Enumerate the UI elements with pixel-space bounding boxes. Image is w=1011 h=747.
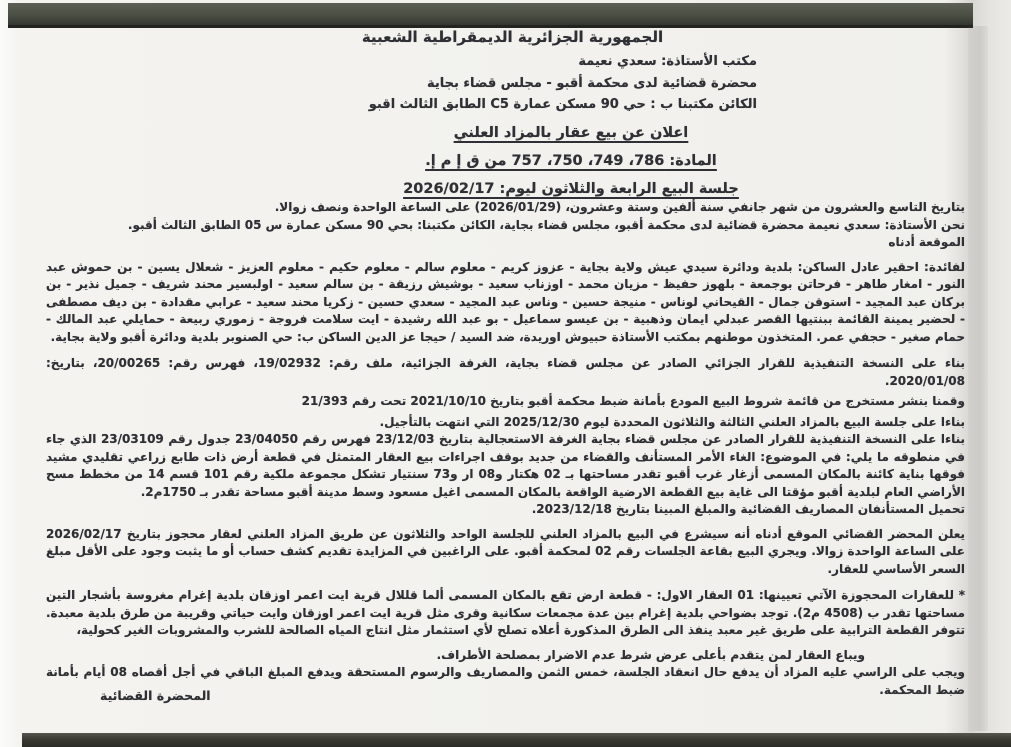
- body-paragraph: ويباع العقار لمن يتقدم بأعلى عرض شرط عدم الاضرار بمصلحة الأطراف.: [436, 647, 865, 662]
- bailiff-office-info: [369, 51, 757, 116]
- body-paragraph: ويجب على الراسي عليه المزاد أن يدفع حال انعقاد الجلسة، خمس الثمن والمصاريف والرسوم المستحقة ويدفع المبلغ الباقي في أجل أقصاه 08 أيام بأمانة ضبط المحكمة.: [46, 665, 965, 697]
- body-paragraph: وقمنا بنشر مستخرج من قائمة شروط البيع المودع بأمانة ضبط محكمة أقبو بتاريخ 2021/10/10 تحت رقم 21/393: [301, 394, 965, 408]
- scan-top-edge-bar: [8, 3, 973, 28]
- body-paragraph: يعلن المحضر القضائي الموقع أدناه أنه سيشرع في البيع بالمزاد العلني للجلسة الواحد والثلاثون عن طريق المزاد العلني لعقار محجوز بتاريخ 2026/02/17 على الساعة الواحدة زوالا. ويجري البيع بقاعة الجلسات رقم 02 لمحكمة أقبو. على الراغبين في المزايدة تقديم كشف حساب أو ما يثبت وجود على الأقل مبلغ السعر الأساسي للعقار.: [46, 526, 965, 576]
- office-line-role: محضرة قضائية لدى محكمة أقبو - مجلس قضاء بجاية: [426, 75, 757, 91]
- body-paragraph: لفائدة: احقير عادل الساكن: بلدية ودائرة سيدي عيش ولاية بجاية - عزوز كريم - معلوم سالم - معلوم حكيم - معلوم العزيز - شعلال يسين - بن حموش عبد النور - امغار طاهر - فرحاتن بوجمعة - بلهوز حفيظ - مزيان محمد - اوزناب سعيد - بوشيش رزيقة - بن سالم سعيد - اولبسير محند شريف - جميل نذير - بن بركان عبد المجيد - استوقن جمال - القيحاني لوناس - منيجة حسين - وناس عبد المجيد - سعدي حسين - زكريا محند سعيد - عرابي مقدادة - بن ديف مصطفى - لحضير يمينة القائمة ببنتيها القصر عبدلي ايمان وذهبية - بن عيسو سماعيل - بو عبد الله رشيدة - ايت سلامت فروجة - زموري ربيعة - حمايلي عبد المالك - حمام صغير - حجفي عمر. المتخذون موطنهم بمكتب الأستاذة حبيوش اوريدة، ضد السيد / حيجا عز الدين الساكن ب: حي الصنوبر بلدية ودائرة أقبو ولاية بجاية.: [46, 259, 965, 344]
- announcement-titles: [331, 119, 811, 203]
- body-paragraph: نحن الأستاذة: سعدي نعيمة محضرة قضائية لدى محكمة أقبو، مجلس قضاء بجاية، الكائن مكتبنا: بحي 90 مسكن عمارة س 05 الطابق الثالث أقبو.: [127, 217, 965, 232]
- document-body: [46, 199, 965, 699]
- auction-announcement-title: اعلان عن بيع عقار بالمزاد العلني: [453, 125, 689, 141]
- sale-session-date-line: جلسة البيع الرابعة والثلاثون ليوم: 2026/02/17: [403, 181, 739, 197]
- office-line-name: مكتب الأستاذة: سعدي نعيمة: [578, 54, 757, 69]
- body-paragraph: الموقعة أدناه: [888, 235, 965, 249]
- body-paragraph: بناءا على النسخة التنفيذية للقرار الصادر عن مجلس قضاء بجاية الغرفة الاستعجالية بتاريخ 23/12/03 فهرس رقم 23/04050 جدول رقم 23/03109 الذي جاء في منطوقه ما يلي: في الموضوع: الغاء الأمر المستأنف والقضاء من جديد بوقف اجراءات بيع العقار المتمثل في قطعة أرض ذات طابع زراعي تقليدي مشيد فوقها بناية كائنة بالمكان المسمى أزغار غرب أقبو تقدر مساحتها بـ 02 هكتار و08 ار و73 سنتيار تشكل مجموعة ملكية رقم 101 قسم 14 من مخطط مسح الأراضي العام لبلدية أقبو مؤقتا الى غاية بيع القطعة الارضية الواقعة بالمكان المسمى اغيل مسعود وسط مدينة أقبو مساحة تقدر بـ 1750م2.: [46, 432, 966, 499]
- scan-bottom-edge-bar: [22, 733, 1011, 747]
- republic-header: الجمهورية الجزائرية الديمقراطية الشعبية: [361, 28, 664, 46]
- body-paragraph: * للعقارات المحجوزة الآتي تعيينها: 01 العقار الاول: - قطعة ارض تقع بالمكان المسمى ألما قللال قرية ايت اعمر اوزقان بلدية إغرام مغروسة بأشجار التين مساحتها تقدر ب (4508 م2). توجد بضواحي بلدية إغرام بين عدة مجمعات سكانية وقرى مثل قرية ايت اعمر اوزقان وايت حياتي وقريبة من طرق بلدية معبدة. تتوفر القطعة الترابية على طريق غير معبد ينفذ الى الطرق المذكورة أعلاه تصلح لأي استثمار مثل انتاج المياه الصالحة للشرب والمشروبات الغير كحولية،: [46, 588, 966, 637]
- body-paragraph: بناءا على جلسة البيع بالمزاد العلني الثالثة والثلاثون المحددة ليوم 2025/12/30 التي انتهت بالتأجيل.: [379, 414, 965, 429]
- body-paragraph: بناء على النسخة التنفيذية للقرار الجزائي الصادر عن مجلس قضاء بجاية، الغرفة الجزائية، ملف رقم: 19/02932، فهرس رقم: 20/00265، بتاريخ: 2020/01/08.: [46, 356, 966, 388]
- body-paragraph: بتاريخ التاسع والعشرون من شهر جانفي سنة ألفين وستة وعشرون، (2026/01/29) على الساعة الواحدة ونصف زوالا.: [274, 200, 965, 214]
- legal-articles-line: المادة: 786، 749، 750، 757 من ق إ م إ.: [425, 153, 717, 169]
- bailiff-signature-label: المحضرة القضائية: [100, 688, 211, 703]
- body-paragraph: تحميل المستأنفان المصاريف القضائية والمبلغ المبينا بتاريخ 2023/12/18.: [531, 502, 965, 516]
- office-line-address: الكائن مكتبنا ب : حي 90 مسكن عمارة C5 الطابق الثالث اقبو: [368, 97, 757, 112]
- scan-right-shadow: [968, 26, 988, 731]
